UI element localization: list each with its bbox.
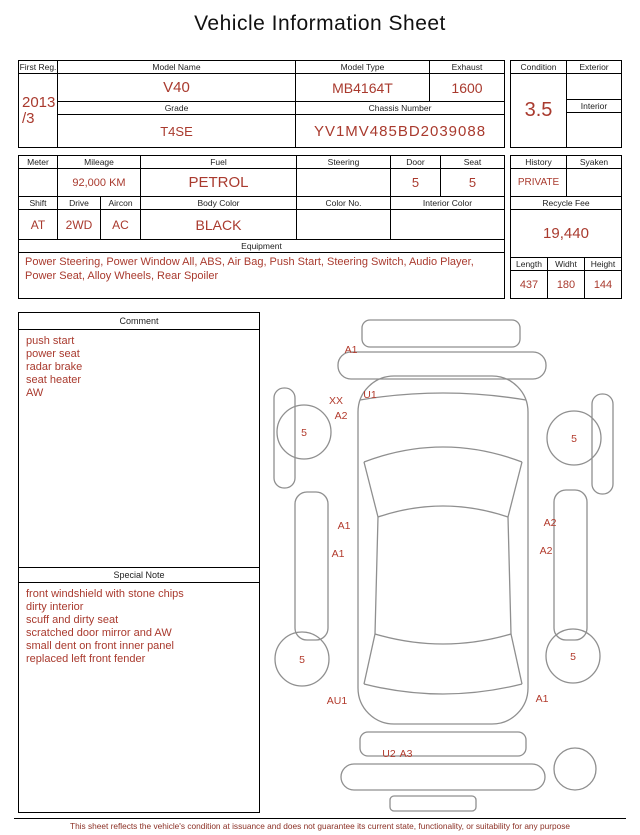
color-no-value-cell <box>297 210 391 240</box>
condition-table <box>510 60 622 148</box>
car-body-outline <box>358 376 528 724</box>
interior-score-cell <box>567 113 621 147</box>
seat-value: 5 <box>441 169 504 197</box>
first-reg-year: 2013 <box>22 93 56 111</box>
diagram-annotation: 5 <box>571 433 577 445</box>
disclaimer-text: This sheet reflects the vehicle's condition at issuance and does not guarantee its current state, functionality, or suitability for any purpose <box>14 818 626 831</box>
body-color-value: BLACK <box>141 210 297 240</box>
diagram-annotation: A1 <box>331 548 345 560</box>
model-name-value: V40 <box>58 74 296 102</box>
comment-line: AW <box>26 387 44 399</box>
condition-score: 3.5 <box>511 74 567 147</box>
special-note-line: small dent on front inner panel <box>26 640 174 652</box>
history-table <box>510 155 622 299</box>
special-note-line: scuff and dirty seat <box>26 614 119 626</box>
mileage-label: Mileage <box>58 156 141 169</box>
special-note-line: scratched door mirror and AW <box>26 627 172 639</box>
diagram-annotation: U1 <box>363 389 377 401</box>
windshield-side-lines <box>364 462 522 517</box>
special-note-header: Special Note <box>19 567 259 583</box>
interior-color-value-cell <box>391 210 504 240</box>
height-value: 144 <box>593 278 613 291</box>
rear-window-bottom-line <box>364 684 522 694</box>
front-top-panel-shape <box>362 320 520 347</box>
special-note-line: dirty interior <box>26 601 84 613</box>
comment-header: Comment <box>19 313 259 330</box>
model-type-value: MB4164T <box>296 74 430 102</box>
hood-line <box>360 393 526 400</box>
steering-label: Steering <box>297 156 391 169</box>
height-label: Height <box>585 258 621 271</box>
recycle-fee-label: Recycle Fee <box>511 197 621 210</box>
diagram-annotation: 5 <box>570 651 576 663</box>
history-value: PRIVATE <box>511 169 567 197</box>
exhaust-label: Exhaust <box>430 61 504 74</box>
syaken-value-cell <box>567 169 621 197</box>
car-diagram <box>262 312 640 817</box>
windshield-top-line <box>364 447 522 462</box>
diagram-annotation: A1 <box>337 520 351 532</box>
steering-value-cell <box>297 169 391 197</box>
right-door-panel <box>554 490 587 640</box>
left-door-panel <box>295 492 328 640</box>
roof-side-lines <box>375 517 511 634</box>
fuel-value: PETROL <box>141 169 297 197</box>
meter-label: Meter <box>19 156 58 169</box>
diagram-annotation: 5 <box>299 654 305 666</box>
registration-table <box>18 60 505 148</box>
drive-value: 2WD <box>58 210 101 240</box>
spare-wheel-shape <box>554 748 596 790</box>
chassis-value: YV1MV485BD2039088 <box>313 122 487 140</box>
condition-label: Condition <box>511 61 567 74</box>
special-note-line: replaced left front fender <box>26 653 146 665</box>
model-name-label: Model Name <box>58 61 296 74</box>
windshield-bottom-line <box>378 506 508 517</box>
rear-pillar-lines <box>364 634 522 684</box>
interior-color-label: Interior Color <box>391 197 504 210</box>
shift-label: Shift <box>19 197 58 210</box>
chassis-label: Chassis Number <box>296 102 504 115</box>
page-title: Vehicle Information Sheet <box>194 12 446 35</box>
drive-label: Drive <box>58 197 101 210</box>
comment-line: power seat <box>26 348 80 360</box>
special-note-body <box>19 583 259 671</box>
diagram-annotation: A2 <box>539 545 553 557</box>
length-value: 437 <box>511 271 548 298</box>
exterior-label: Exterior <box>567 61 621 74</box>
diagram-annotation: AU1 <box>326 695 348 707</box>
diagram-annotation: U2 <box>382 748 396 760</box>
car-diagram-svg <box>262 312 640 817</box>
aircon-label: Aircon <box>101 197 141 210</box>
length-label: Length <box>511 258 548 271</box>
diagram-annotation: A3 <box>399 748 413 760</box>
fuel-label: Fuel <box>141 156 297 169</box>
body-color-label: Body Color <box>141 197 297 210</box>
equipment-label: Equipment <box>19 240 504 253</box>
width-value: 180 <box>548 271 585 298</box>
right-front-fender-panel <box>592 394 613 494</box>
exhaust-value: 1600 <box>430 74 504 102</box>
diagram-annotation: A1 <box>344 344 358 356</box>
comment-panel <box>18 312 260 813</box>
door-label: Door <box>391 156 441 169</box>
specs-table <box>18 155 505 299</box>
rear-window-top-line <box>375 634 511 644</box>
color-no-label: Color No. <box>297 197 391 210</box>
width-label: Widht <box>548 258 585 271</box>
first-reg-month: /3 <box>22 109 35 127</box>
diagram-annotation: A2 <box>334 410 348 422</box>
front-bumper-shape <box>338 352 546 379</box>
diagram-annotation: A2 <box>543 517 557 529</box>
rear-lower-panel-shape <box>390 796 476 811</box>
history-label: History <box>511 156 567 169</box>
diagram-annotation: A1 <box>535 693 549 705</box>
mileage-value: 92,000 KM <box>58 169 141 197</box>
equipment-value: Power Steering, Power Window All, ABS, Air Bag, Push Start, Steering Switch, Audio Player, Power Seat, Alloy Wheels, Rear Spoiler <box>25 256 474 282</box>
grade-value: T4SE <box>58 115 296 147</box>
model-type-label: Model Type <box>296 61 430 74</box>
special-note-line: front windshield with stone chips <box>26 588 184 600</box>
interior-label: Interior <box>567 100 621 113</box>
first-reg-value <box>19 74 58 147</box>
recycle-fee-value: 19,440 <box>511 210 621 258</box>
door-value: 5 <box>391 169 441 197</box>
shift-value: AT <box>19 210 58 240</box>
grade-label: Grade <box>58 102 296 115</box>
aircon-value: AC <box>101 210 141 240</box>
rear-bumper-shape <box>341 764 545 790</box>
comment-line: seat heater <box>26 374 82 386</box>
seat-label: Seat <box>441 156 504 169</box>
diagram-annotation: XX <box>328 395 344 407</box>
syaken-label: Syaken <box>567 156 621 169</box>
comment-line: push start <box>26 335 75 347</box>
meter-value-cell <box>19 169 58 197</box>
first-reg-label: First Reg. <box>19 62 57 72</box>
diagram-annotation: 5 <box>301 427 307 439</box>
comment-body <box>19 330 259 567</box>
exterior-score-cell <box>567 74 621 100</box>
comment-line: radar brake <box>26 361 83 373</box>
